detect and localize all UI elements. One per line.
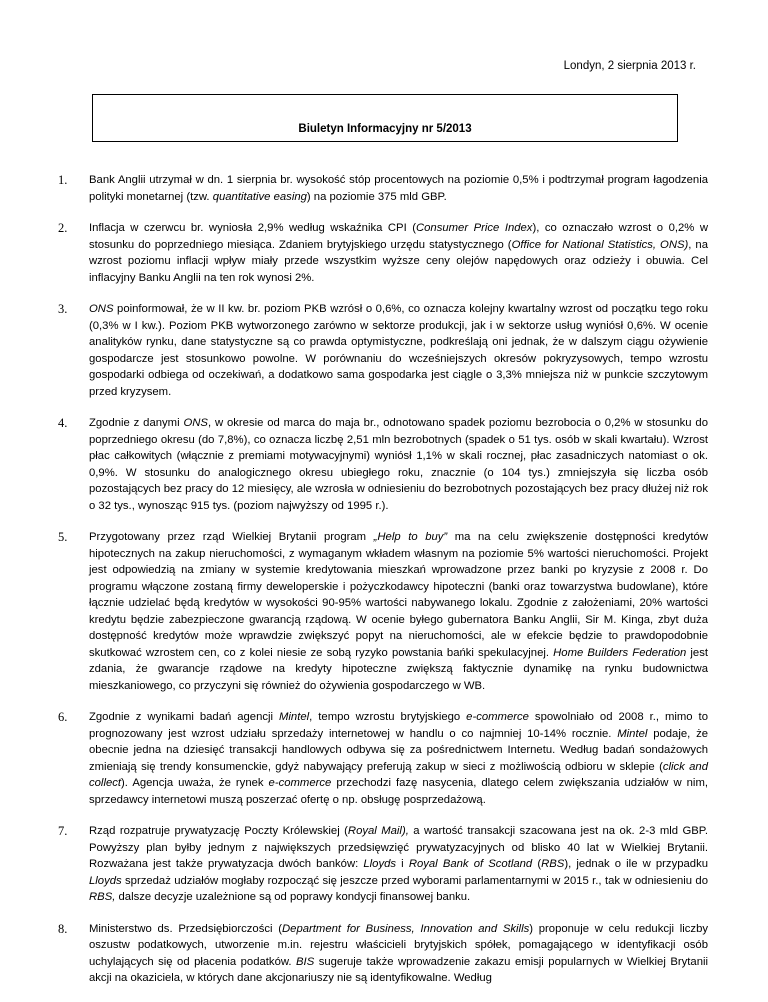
paragraph-text: Bank Anglii utrzymał w dn. 1 sierpnia br. wysokość stóp procentowych na poziomie 0,5% i podtrzymał program łagodzenia polityki monetarnej (tzw.: [89, 174, 708, 203]
paragraph-text: sprzedaż udziałów mogłaby rozpocząć się jeszcze przed wyborami parlamentarnymi w 2015 r., tak w odniesieniu do: [121, 874, 708, 887]
paragraph-text: sugeruje także wprowadzenie zakazu emisji popularnych w Wielkiej Brytanii akcji na okaziciela, w których dane akcjonariuszy nie są identyfikowalne. Według: [89, 955, 708, 984]
italic-term: click and collect: [89, 760, 708, 789]
item-number: 5.: [58, 530, 68, 544]
paragraph-text: , na wzrost poziomu inflacji wpływ miały przede wszystkim wyższe ceny olejów napędowych oraz odzieży i obuwia. Cel inflacyjny Banku Anglii na ten rok wynosi 2%.: [89, 238, 708, 284]
item-paragraph: [89, 529, 708, 694]
italic-term: Royal Bank of Scotland: [408, 858, 533, 870]
list-item: [58, 823, 708, 906]
list-item: [58, 415, 708, 514]
item-number: 3.: [58, 302, 68, 316]
paragraph-text: dalsze decyzje uzależnione są od poprawy kondycji finansowej banku.: [115, 891, 471, 903]
paragraph-text: Przygotowany przez rząd Wielkiej Brytanii program: [89, 531, 374, 543]
paragraph-text: ). Agencja uważa, że rynek: [121, 777, 269, 789]
italic-term: RBS,: [89, 891, 116, 903]
item-number: 7.: [58, 824, 68, 838]
item-number: 8.: [58, 921, 68, 936]
italic-term: ONS: [183, 417, 208, 429]
italic-term: „Help to buy”: [373, 531, 448, 543]
item-paragraph: [89, 172, 708, 205]
item-paragraph: [89, 921, 708, 987]
paragraph-text: (: [532, 858, 542, 870]
paragraph-text: jest zdania, że gwarancje rządowe na kredyty hipoteczne zwiększą faktycznie dynamikę na rynku budownictwa mieszkaniowego, co przyczyni się również do ożywienia gospodarczego w WB.: [89, 646, 709, 692]
italic-term: Department for Business, Innovation and Skills: [282, 922, 530, 935]
paragraph-text: Zgodnie z danymi: [89, 417, 184, 429]
italic-term: Royal Mail),: [347, 825, 409, 837]
list-item: [58, 529, 708, 694]
list-item: [58, 172, 708, 205]
list-item: [58, 301, 708, 400]
paragraph-text: przechodzi fazę nasycenia, dlatego celem zwiększania udziałów w nim, sprzedawcy internetowi muszą poszerzać ofertę o np. obsługę posprzedażową.: [89, 777, 708, 806]
paragraph-text: poinformował, że w II kw. br. poziom PKB wzrósł o 0,6%, co oznacza kolejny kwartalny wzrost od początku tego roku (0,3% w I kw.). Poziom PKB wytworzonego zarówno w sektorze produkcji, jak i w sektorze usług wyniósł 0,6%. W ocenie analityków rynku, dane statystyczne są co prawda optymistyczne, podkreślają oni jednak, że w dalszym ciągu ożywienie gospodarcze jest stosunkowo powolne. W porównaniu do wcześniejszych okresów pokryzysowych, tempo wzrostu gospodarki odbiega od oczekiwań, a dodatkowo sama gospodarka jest ciągle o 3,3% mniejsza niż w punkcie szczytowym przed kryzysem.: [89, 303, 708, 398]
italic-term: e-commerce: [466, 711, 529, 723]
paragraph-text: ), jednak o ile w przypadku: [564, 858, 709, 870]
paragraph-text: ma na celu zwiększenie dostępności kredytów hipotecznych na zakup nieruchomości, z wymaganym wkładem własnym na poziomie 5% wartości nieruchomości. Projekt jest odpowiedzią na zmiany w systemie kredytowania mieszkań wprowadzone przez banki po kryzysie z 2008 r. Do programu włączone zostaną firmy deweloperskie i pożyczkodawcy hipoteczni (banki oraz towarzystwa budowlane), które łącznie udzielać będą kredytów w wysokości 90-95% wartości nabywanego lokalu. Zgodnie z założeniami, 20% wartości kredytu będzie zabezpieczone gwarancją rządową. W ocenie byłego gubernatora Banku Anglii, Sir M. Kinga, zbyt duża dostępność kredytów może wprawdzie zwiększyć popyt na nieruchomości, ale w efekcie będzie to prawdopodobnie skutkować wzrostem cen, co z kolei niesie ze sobą ryzyko powstania bańki spekulacyjnej.: [89, 531, 708, 659]
paragraph-text: podaje, że obecnie jedna na dziesięć transakcji handlowych odbywa się za pośrednictwem Internetu. Według badań sondażowych zmieniają się trendy konsumenckie, gdyż nabywający preferują zakup w sieci z możliwością odbioru w sklepie (: [89, 727, 708, 773]
paragraph-text: ) proponuje w celu redukcji liczby oszustw podatkowych, utworzenie m.in. rejestru właścicieli brytyjskich spółek, pomagającego w identyfikacji osób uchylających się od płacenia podatków.: [89, 922, 709, 968]
paragraph-text: Rząd rozpatruje prywatyzację Poczty Królewskiej (: [89, 825, 348, 837]
item-number: 6.: [58, 710, 68, 724]
paragraph-text: ) na poziomie 375 mld GBP.: [306, 190, 447, 203]
paragraph-text: , w okresie od marca do maja br., odnotowano spadek poziomu bezrobocia o 0,2% w stosunku do poprzedniego okresu (do 7,8%), co oznacza liczbę 2,51 mln bezrobotnych (spadek o 51 tys. osób w skali kwartału). Wzrost płac całkowitych (włącznie z premiami motywacyjnymi) wyniósł 1,1% w skali rocznej, płac zasadniczych natomiast o ok. 0,9%. W stosunku do analogicznego okresu ubiegłego roku, znacznie (o 104 tys.) zmniejszyła się liczba osób pozostających bez pracy do 12 miesięcy, ale wzrosła w odniesieniu do bezrobotnych pozostających bez pracy dłużej niż rok o 32 tys., wynosząc 915 tys. (poziom najwyższy od 1995 r.).: [89, 417, 708, 512]
italic-term: BIS: [296, 955, 315, 968]
paragraph-text: Zgodnie z wynikami badań agencji: [89, 711, 280, 723]
list-item: [58, 220, 708, 286]
document-date: Londyn, 2 sierpnia 2013 r.: [563, 60, 696, 72]
paragraph-text: Inflacja w czerwcu br. wyniosła 2,9% według wskaźnika CPI (: [89, 222, 416, 234]
paragraph-text: a wartość transakcji szacowana jest na ok. 2-3 mld GBP. Powyższy plan byłby jednym z największych przedsięwzięć prywatyzacyjnych od blisko 40 lat w Wielkiej Brytanii. Rozważana jest także prywatyzacja dwóch banków:: [89, 825, 709, 870]
numbered-list: [58, 172, 708, 1002]
item-paragraph: [89, 220, 708, 286]
italic-term: Lloyds: [363, 858, 397, 870]
list-item: [58, 921, 708, 987]
italic-term: e-commerce: [268, 777, 332, 789]
italic-term: RBS: [541, 858, 565, 870]
item-paragraph: [89, 301, 708, 400]
italic-term: Mintel: [279, 711, 310, 723]
item-paragraph: [89, 415, 708, 514]
item-number: 4.: [58, 416, 68, 430]
item-number: 2.: [58, 221, 68, 235]
italic-term: Lloyds: [89, 874, 122, 887]
item-number: 1.: [58, 173, 68, 187]
italic-term: Home Builders Federation: [553, 646, 687, 659]
italic-term: Mintel: [617, 727, 648, 740]
italic-term: Consumer Price Index: [415, 222, 533, 234]
paragraph-text: ), co oznaczało wzrost o 0,2% w stosunku do poprzedniego miesiąca. Zdaniem brytyjskiego urzędu statystycznego (: [89, 222, 708, 251]
item-paragraph: [89, 709, 708, 808]
paragraph-text: Ministerstwo ds. Przedsiębiorczości (: [89, 922, 282, 935]
paragraph-text: , tempo wzrostu brytyjskiego: [309, 711, 467, 723]
italic-term: Office for National Statistics, ONS): [511, 238, 689, 251]
list-item: [58, 709, 708, 808]
italic-term: ONS: [89, 303, 114, 315]
paragraph-text: spowolniało od 2008 r., mimo to prognozowany jest wzrost udziału sprzedaży internetowej w handlu o co najmniej 10-14% rocznie.: [89, 711, 708, 740]
bulletin-title: Biuletyn Informacyjny nr 5/2013: [298, 123, 472, 135]
paragraph-text: i: [396, 858, 409, 870]
title-box: [92, 94, 678, 142]
item-paragraph: [89, 823, 708, 906]
italic-term: quantitative easing: [212, 190, 307, 203]
